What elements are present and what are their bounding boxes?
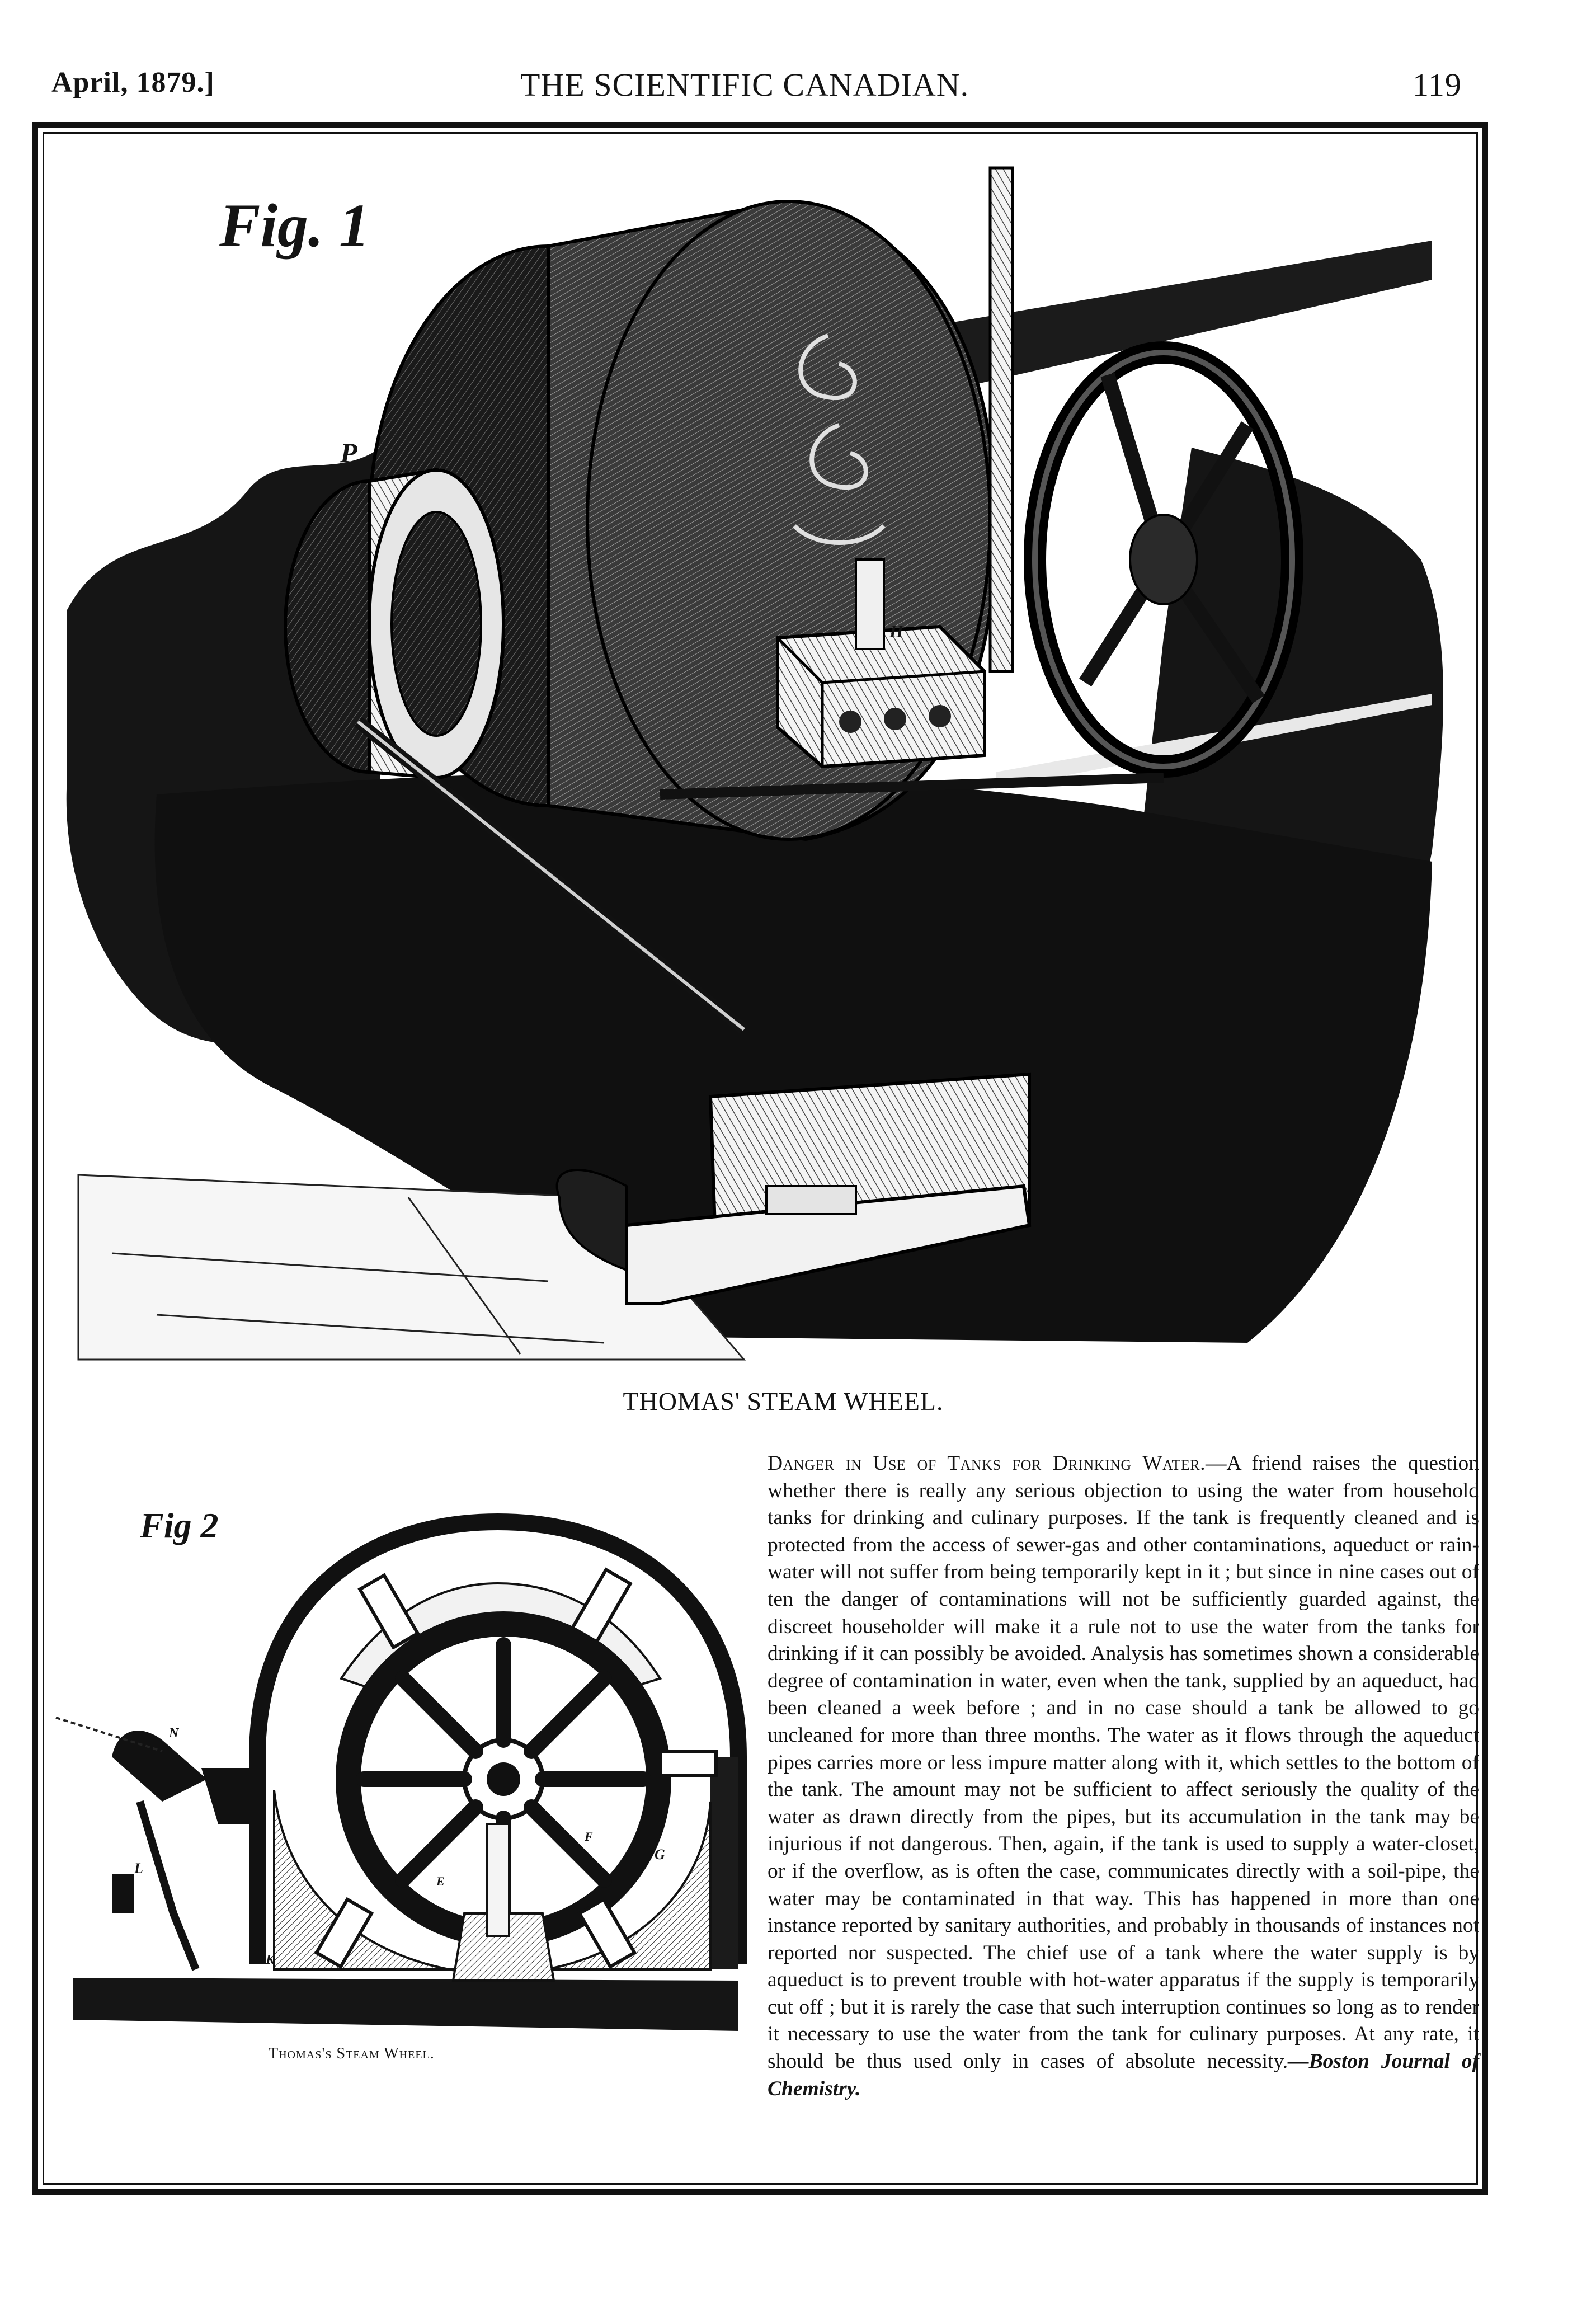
figure-1-callout-h: H: [889, 621, 903, 641]
figure-2-caption: Thomas's Steam Wheel.: [269, 2045, 435, 2062]
figure-2-label: Fig 2: [140, 1506, 219, 1545]
figure-2-callout-k: K: [266, 1953, 275, 1967]
figure-2-callout-g: G: [655, 1846, 665, 1863]
article-danger-in-use-of-tanks: [768, 1450, 1479, 2103]
figure-1-engraving: [45, 134, 1477, 1376]
figure-1-callout-p: P: [340, 437, 357, 468]
page-number: 119: [1413, 67, 1462, 103]
header-title: THE SCIENTIFIC CANADIAN.: [520, 67, 969, 103]
figure-2-section-drawing: [50, 1488, 750, 2037]
header-date: April, 1879.]: [51, 67, 215, 98]
figure-2-callout-f: F: [585, 1830, 593, 1844]
figure-2-callout-n: N: [169, 1726, 179, 1741]
figure-2-callout-l: L: [134, 1860, 143, 1877]
figure-1-label: Fig. 1: [219, 191, 370, 260]
figure-1-caption: THOMAS' STEAM WHEEL.: [623, 1387, 944, 1416]
figure-2-callout-e: E: [436, 1874, 445, 1888]
article-source: —Boston Journal of Chemistry.: [768, 2050, 1480, 2100]
article-title: Danger in Use of Tanks for Drinking Water.: [768, 1452, 1206, 1475]
article-body: —A friend raises the question whether there is really any serious objection to using the water from household tanks for drinking and culinary purposes. If the tank is frequently cleaned and is protected from the access of sewer-gas and other contaminations, aqueduct or rain-water will not suffer from being temporarily kept in it ; but since in nine cases out of ten the danger of contaminations will not be sufficiently guarded against, the discreet householder will make it a rule not to use the water from the tanks for drinking if it can possibly be avoided. Analysis has sometimes shown a considerable degree of contamination in water, even when the tank, supplied by an aqueduct, had been cleaned a week before ; and in no case should a tank be allowed to go uncleaned for more than three months. The water as it flows through the aqueduct pipes carries more or less impure matter along with it, which settles to the bottom of the tank. The amount may not be sufficient to affect seriously the quality of the water as drawn directly from the pipes, but its accumulation in the tank may be injurious if not dangerous. Then, again, if the tank is used to supply a water-closet, or if the overflow, as is often the case, communicates directly with a soil-pipe, the water may be contaminated in that way. This has happened in more than one instance reported by sanitary authorities, and probably in thousands of instances not reported nor suspected. The chief use of a tank where the water supply is by aqueduct is to prevent trouble with hot-water apparatus if the supply is temporarily cut off ; but it is rarely the case that such interruption continues so long as to render it necessary to use the water from the tank for culinary purposes. At any rate, it should be thus used only in cases of absolute necessity.: [768, 1452, 1479, 2073]
